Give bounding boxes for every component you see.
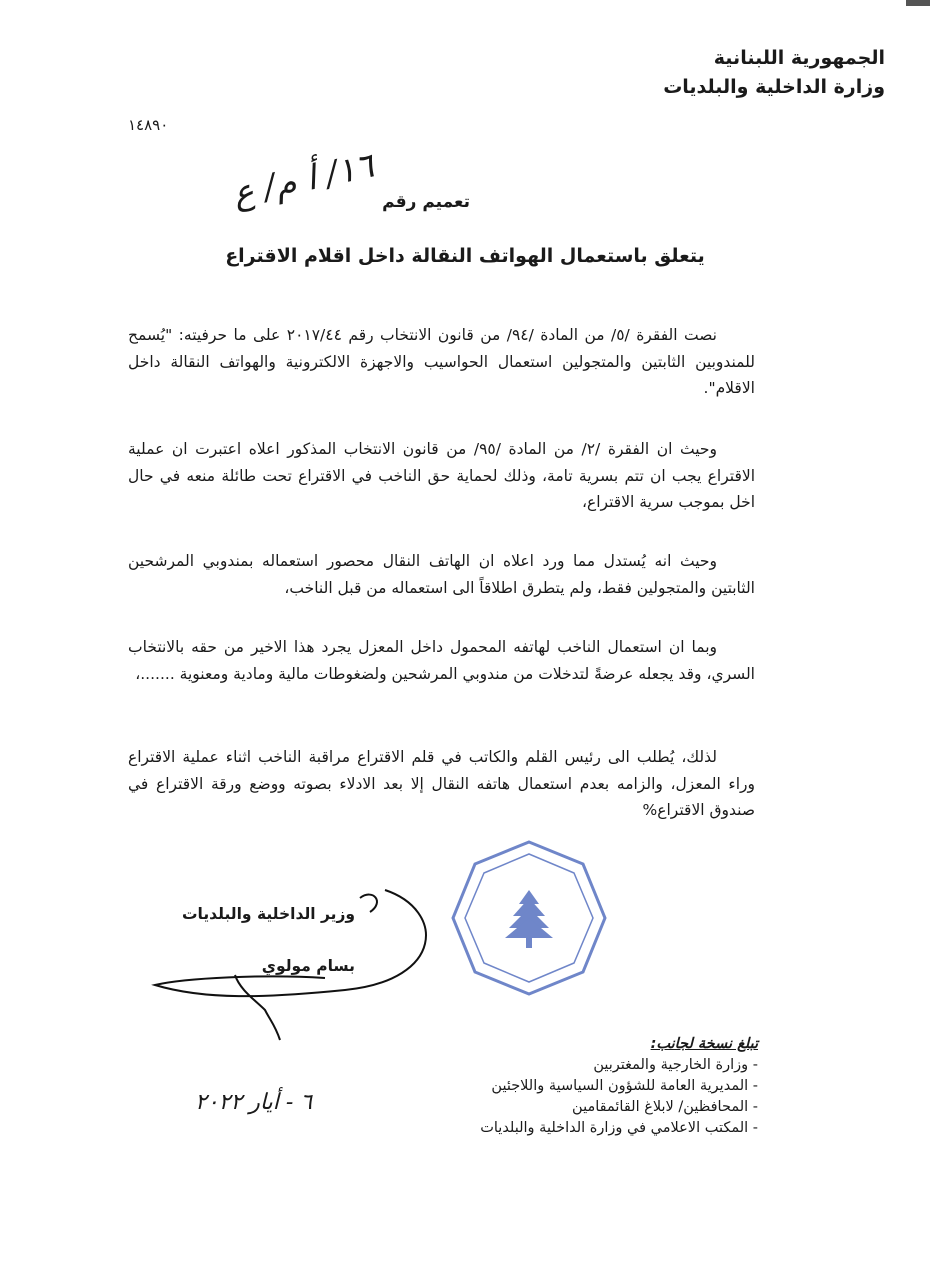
cc-list — [480, 1055, 758, 1139]
paragraph: وبما ان استعمال الناخب لهاتفه المحمول داخل المعزل يجرد هذا الاخير من حقه بالانتخاب السري، وقد يجعله عرضةً لتدخلات من مندوبي المرشحين ولضغوطات مالية ومادية ومعنوية .......، — [128, 638, 755, 683]
handwritten-date: ٦ - أيار ٢٠٢٢ — [195, 1090, 313, 1115]
reference-number: ١٤٨٩٠ — [128, 116, 169, 134]
handwritten-circular-number: ١٦/ أ م/ ع — [229, 145, 378, 215]
cedar-tree-icon — [505, 890, 553, 948]
paragraph: نصت الفقرة /٥/ من المادة /٩٤/ من قانون الانتخاب رقم ٢٠١٧/٤٤ على ما حرفيته: "يُسمح للمندوبين الثابتين والمتجولين استعمال الحواسيب والاجهزة الالكترونية والهواتف النقالة داخل الاقلام". — [128, 326, 755, 397]
republic-name: الجمهورية اللبنانية — [713, 47, 885, 69]
circular-body — [128, 322, 755, 402]
copy-distribution — [480, 1034, 758, 1139]
list-item: - المحافظين/ لابلاغ القائمقامين — [572, 1099, 758, 1115]
circular-body — [128, 744, 755, 824]
list-item: - المديرية العامة للشؤون السياسية واللاجئين — [491, 1078, 758, 1094]
scan-edge-mark — [906, 0, 930, 6]
ministry-name: وزارة الداخلية والبلديات — [663, 76, 885, 98]
minister-title: وزير الداخلية والبلديات — [181, 905, 355, 923]
minister-name: بسام مولوي — [261, 957, 355, 975]
circular-body — [128, 548, 755, 601]
paragraph: لذلك، يُطلب الى رئيس القلم والكاتب في قلم الاقتراع مراقبة الناخب اثناء عملية الاقتراع وراء المعزل، والزامه بعدم استعمال هاتفه النقال إلا بعد الادلاء بصوته ووضع ورقة الاقتراع في صندوق الاقتراع% — [128, 748, 755, 819]
list-item: - المكتب الاعلامي في وزارة الداخلية والبلديات — [480, 1120, 758, 1136]
letterhead — [663, 44, 885, 102]
paragraph: وحيث ان الفقرة /٢/ من المادة /٩٥/ من قانون الانتخاب المذكور اعلاه اعتبرت ان عملية الاقتراع يجب ان تتم بسرية تامة، وذلك لحماية حق الناخب في الاقتراع تحت طائلة منعه في حال اخل بموجب سرية الاقتراع، — [128, 440, 755, 511]
cc-title: تبلغ نسخة لجانب: — [650, 1036, 758, 1052]
circular-body — [128, 436, 755, 516]
paragraph: وحيث انه يُستدل مما ورد اعلاه ان الهاتف النقال محصور استعماله بمندوبي المرشحين الثابتين والمتجولين فقط، ولم يتطرق اطلاقاً الى استعماله من قبل الناخب، — [128, 552, 755, 597]
ministry-stamp — [449, 838, 609, 998]
subject-title: يتعلق باستعمال الهواتف النقالة داخل اقلام الاقتراع — [225, 245, 705, 267]
signature-block — [182, 888, 355, 992]
circular-body — [128, 634, 755, 687]
circular-label: تعميم رقم — [382, 192, 470, 212]
list-item: - وزارة الخارجية والمغتربين — [593, 1057, 758, 1073]
